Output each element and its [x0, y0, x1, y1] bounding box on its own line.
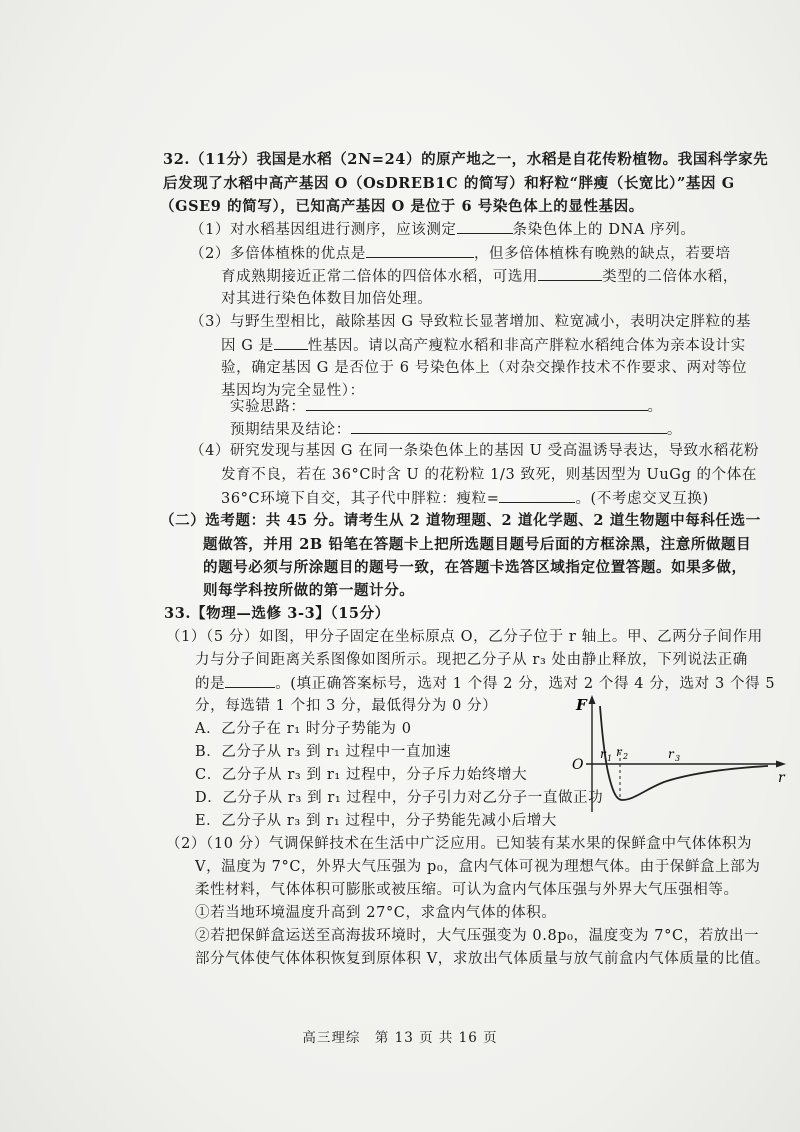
origin-label: O [572, 757, 584, 773]
expected-result-label: 预期结果及结论： [230, 422, 351, 438]
r-axis-arrow [776, 761, 786, 768]
q32-part2-text-a: （2）多倍体植株的优点是 [190, 246, 366, 262]
option-c: C．乙分子从 r₃ 到 r₁ 过程中，分子斥力始终增大 [195, 767, 528, 783]
r1-subscript: 1 [607, 754, 613, 763]
q32-part3-text-a: 因 G 是 [221, 338, 274, 354]
q33-part2-line-5: ②若把保鲜盒运送至高海拔环境时，大气压强变为 0.8p₀，温度变为 7°C，若放出一 [195, 928, 760, 944]
q32-part1 [190, 219, 695, 240]
answer-blank [499, 488, 575, 503]
f-axis-label: F [576, 696, 587, 714]
q32-part2-text-c: 育成熟期接近正常二倍体的四倍体水稻，可选用 [221, 269, 539, 285]
q32-part1-text-b: 条染色体上的 DNA 序列。 [512, 222, 696, 238]
expected-result-end: 。 [666, 422, 682, 438]
q32-part3-line-4: 基因均为完全显性）： [221, 383, 365, 399]
q32-part4-line-2: 发育不良，若在 36°C时含 U 的花粉粒 1/3 致死，则基因型为 UuGg 的个体在 [221, 467, 757, 483]
q32-part3-line-2 [221, 335, 746, 356]
q32-part3-text-b: 性基因。请以高产瘦粒水稻和非高产胖粒水稻纯合体为亲本设计实 [307, 338, 746, 354]
q33-part2-line-1: （2）（10 分）气调保鲜技术在生活中广泛应用。已知装有某水果的保鲜盒中气体体积为 [166, 836, 753, 852]
q33-part2-line-2: V，温度为 7°C，外界大气压强为 p₀，盒内气体可视为理想气体。由于保鲜盒上部为 [195, 859, 761, 875]
experiment-idea-label: 实验思路： [230, 399, 306, 415]
q33-part1-text-b: 。(填正确答案标号，选对 1 个得 2 分，选对 2 个得 4 分，选对 3 个得 5 [275, 676, 776, 692]
r2-label: r [616, 745, 622, 759]
r2-subscript: 2 [623, 752, 629, 761]
option-b: B．乙分子从 r₃ 到 r₁ 过程中一直加速 [195, 744, 452, 760]
q33-part1-line-2: 力与分子间距离关系图像如图所示。现把乙分子从 r₃ 处由静止释放，下列说法正确 [195, 652, 748, 668]
q33-part2-line-4: ①若当地环境温度升高到 27°C，求盒内气体的体积。 [195, 905, 557, 921]
q32-part2-text-b: ，但多倍体植株有晚熟的缺点，若要培 [473, 246, 731, 262]
q32-part2-text-d: 类型的二倍体水稻， [602, 269, 739, 285]
q32-part4-text-a: 36°C环境下自交，其子代中胖粒：瘦粒= [221, 491, 500, 507]
q33-title: 33.【物理—选修 3-3】（15分） [164, 605, 390, 622]
q32-line-3: （GSE9 的简写），已知高产基因 O 是位于 6 号染色体上的显性基因。 [160, 198, 644, 215]
f-axis-arrow [589, 695, 596, 704]
r-axis-label: r [778, 770, 785, 786]
page-footer: 高三理综 第 13 页 共 16 页 [302, 1030, 498, 1046]
q33-part1-line-1: （1）（5 分）如图，甲分子固定在坐标原点 O，乙分子位于 r 轴上。甲、乙两分子间作用 [166, 629, 763, 645]
q33-part1-line-3 [195, 673, 775, 694]
answer-blank [225, 673, 275, 688]
experiment-idea-end: 。 [647, 399, 663, 415]
force-distance-graph [564, 692, 790, 820]
q33-part2-line-3: 柔性材料，气体体积可膨胀或被压缩。可认为盒内气体压强与外界大气压强相等。 [195, 882, 739, 898]
experiment-idea [230, 396, 663, 417]
r1-label: r [600, 747, 606, 761]
q32-part4-text-b: 。(不考虑交叉互换) [575, 491, 709, 507]
answer-blank [538, 266, 602, 281]
answer-blank [457, 219, 513, 234]
answer-blank [351, 419, 667, 434]
r3-label: r [668, 747, 674, 761]
q32-part3-line-1: （3）与野生型相比，敲除基因 G 导致粒长显著增加、粒宽减小，表明决定胖粒的基 [190, 314, 751, 330]
q32-part3-line-3: 验，确定基因 G 是否位于 6 号染色体上（对杂交操作技术不作要求、两对等位 [221, 360, 748, 376]
option-e: E．乙分子从 r₃ 到 r₁ 过程中，分子势能先减小后增大 [195, 813, 557, 829]
r3-subscript: 3 [675, 754, 681, 763]
section2-line-4: 则每学科按所做的第一题计分。 [203, 582, 415, 599]
q32-part2-line-3: 对其进行染色体数目加倍处理。 [221, 291, 433, 307]
q33-part2-line-6: 部分气体使气体体积恢复到原体积 V，求放出气体质量与放气前盒内气体质量的比值。 [195, 951, 770, 967]
q32-part4-line-3 [221, 488, 709, 509]
q32-line-1: 32.（11分）我国是水稻（2N=24）的原产地之一，水稻是自花传粉植物。我国科学家先 [163, 151, 769, 168]
answer-blank [366, 243, 474, 258]
section2-line-3: 的题号必须与所涂题目的题号一致，在答题卡选答区域指定位置答题。如果多做， [203, 559, 747, 576]
section2-line-1: （二）选考题：共 45 分。请考生从 2 道物理题、2 道化学题、2 道生物题中每科任选一 [160, 512, 761, 529]
q32-part2-line-1 [190, 243, 731, 264]
option-a: A．乙分子在 r₁ 时分子势能为 0 [195, 721, 412, 737]
q33-part1-line-4: 分，每选错 1 个扣 3 分，最低得分为 0 分） [195, 698, 498, 714]
q32-part1-text-a: （1）对水稻基因组进行测序，应该测定 [190, 222, 457, 238]
section2-line-2: 题做答，并用 2B 铅笔在答题卡上把所选题目题号后面的方框涂黑，注意所做题目 [203, 536, 752, 553]
option-d: D．乙分子从 r₃ 到 r₁ 过程中，分子引力对乙分子一直做正功 [195, 790, 604, 806]
q32-line-2: 后发现了水稻中高产基因 O（OsDREB1C 的简写）和籽粒“胖瘦（长宽比）”基因 G [163, 175, 735, 192]
expected-result [230, 419, 682, 440]
answer-blank [274, 335, 308, 350]
answer-blank [306, 396, 648, 411]
q33-part1-text-a: 的是 [195, 676, 226, 692]
q32-part2-line-2 [221, 266, 738, 287]
q32-part4-line-1: （4）研究发现与基因 G 在同一条染色体上的基因 U 受高温诱导表达，导致水稻花粉 [190, 443, 760, 459]
